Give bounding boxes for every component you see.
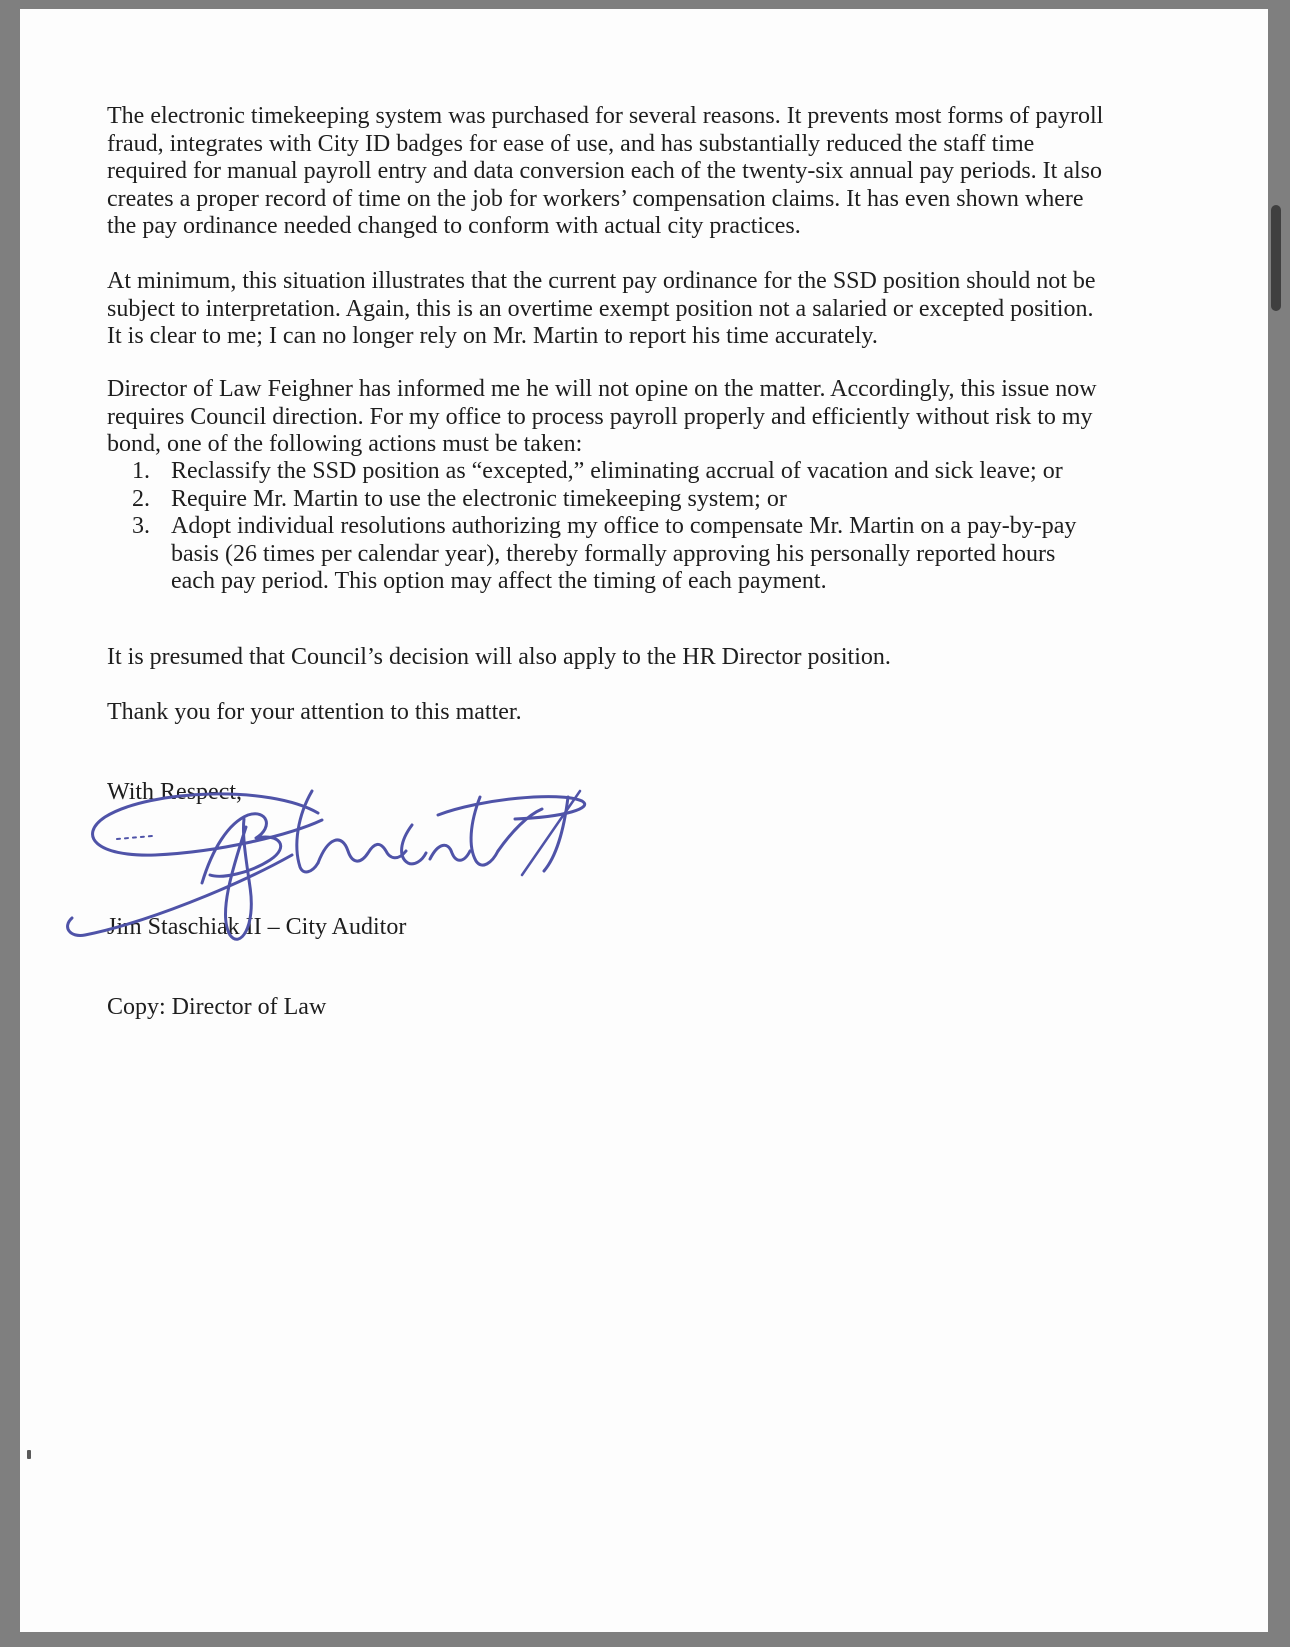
paragraph-ordinance: At minimum, this situation illustrates that the current pay ordinance for the SSD position should not be subject to interpretation. Again, this is an overtime exempt position not a salaried or excepted position. It is clear to me; I can no longer rely on Mr. Martin to report his time accurately. — [107, 268, 1096, 349]
list-item-text: Reclassify the SSD position as “excepted,” eliminating accrual of vacation and sick leave; or — [171, 458, 1063, 484]
paragraph-council-direction: Director of Law Feighner has informed me he will not opine on the matter. Accordingly, this issue now requires Council direction. For my office to process payroll properly and efficiently without risk to my bond, one of the following actions must be taken: — [107, 376, 1097, 457]
letter-page — [20, 9, 1268, 1632]
options-list — [132, 458, 1092, 596]
list-item-text: Require Mr. Martin to use the electronic timekeeping system; or — [171, 485, 787, 512]
paragraph-thanks: Thank you for your attention to this matter. — [107, 699, 522, 725]
closing-salutation: With Respect, — [107, 779, 242, 805]
list-item-number: 1. — [132, 458, 150, 484]
list-item — [132, 458, 1092, 486]
list-item — [132, 513, 1092, 596]
list-item-text: Adopt individual resolutions authorizing my office to compensate Mr. Martin on a pay-by-pay basis (26 times per calendar year), thereby formally approving his personally reported hours each pay period. This option may affect the timing of each payment. — [171, 513, 1077, 594]
scrollbar-thumb[interactable] — [1271, 205, 1281, 311]
list-item — [132, 486, 1092, 514]
list-item-number: 3. — [132, 513, 150, 539]
copy-line: Copy: Director of Law — [107, 994, 327, 1020]
scan-artifact — [27, 1450, 31, 1459]
paragraph-presumption: It is presumed that Council’s decision will also apply to the HR Director position. — [107, 644, 891, 670]
signer-name-title: Jim Staschiak II – City Auditor — [107, 914, 407, 940]
list-item-number: 2. — [132, 485, 150, 512]
paragraph-timekeeping: The electronic timekeeping system was purchased for several reasons. It prevents most forms of payroll fraud, integrates with City ID badges for ease of use, and has substantially reduced the staff time required for manual payroll entry and data conversion each of the twenty-six annual pay periods. It also creates a proper record of time on the job for workers’ compensation claims. It has even shown where the pay ordinance needed changed to conform with actual city practices. — [107, 103, 1104, 239]
